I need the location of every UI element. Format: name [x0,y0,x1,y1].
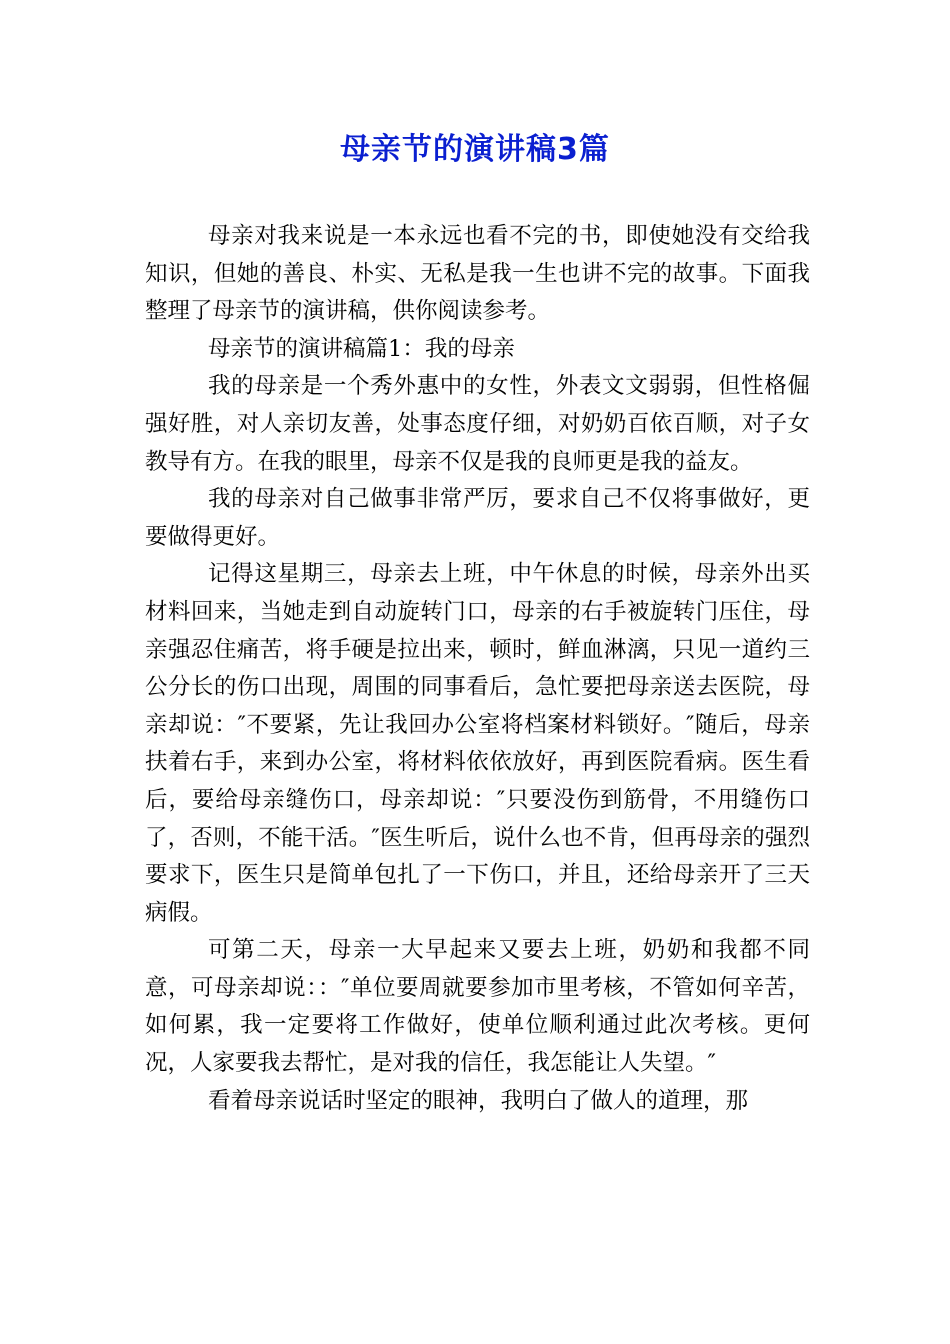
paragraph-mother-description: 我的母亲是一个秀外惠中的女性，外表文文弱弱，但性格倔强好胜，对人亲切友善，处事态度仔细，对奶奶百依百顺，对子女教导有方。在我的眼里，母亲不仅是我的良师更是我的益友。 [145,373,810,475]
paragraph-conclusion: 看着母亲说话时坚定的眼神，我明白了做人的道理，那 [208,1087,749,1114]
paragraph-strict: 我的母亲对自己做事非常严厉，要求自己不仅将事做好，更要做得更好。 [145,486,810,550]
paragraph-next-day: 可第二天，母亲一大早起来又要去上班，奶奶和我都不同意，可母亲却说：：″单位要周就要参加市里考核，不管如何辛苦，如何累，我一定要将工作做好，使单位顺利通过此次考核。更何况，人家要我去帮忙，是对我的信任，我怎能让人失望。″ [145,937,810,1077]
document-title: 母亲节的演讲稿3篇 [340,132,610,167]
document-body [145,218,810,1120]
paragraph-section-heading: 母亲节的演讲稿篇1：我的母亲 [208,335,515,362]
paragraph-injury-story: 记得这星期三，母亲去上班，中午休息的时候，母亲外出买材料回来，当她走到自动旋转门口，母亲的右手被旋转门压住，母亲强忍住痛苦，将手硬是拉出来，顿时，鲜血淋漓，只见一道约三公分长的伤口出现，周围的同事看后，急忙要把母亲送去医院，母亲却说：″不要紧，先让我回办公室将档案材料锁好。″随后，母亲扶着右手，来到办公室，将材料依依放好，再到医院看病。医生看后，要给母亲缝伤口，母亲却说：″只要没伤到筋骨，不用缝伤口了，否则，不能干活。″医生听后，说什么也不肯，但再母亲的强烈要求下，医生只是简单包扎了一下伤口，并且，还给母亲开了三天病假。 [145,561,810,926]
paragraph-intro: 母亲对我来说是一本永远也看不完的书，即使她没有交给我知识，但她的善良、朴实、无私是我一生也讲不完的故事。下面我整理了母亲节的演讲稿，供你阅读参考。 [145,223,810,325]
